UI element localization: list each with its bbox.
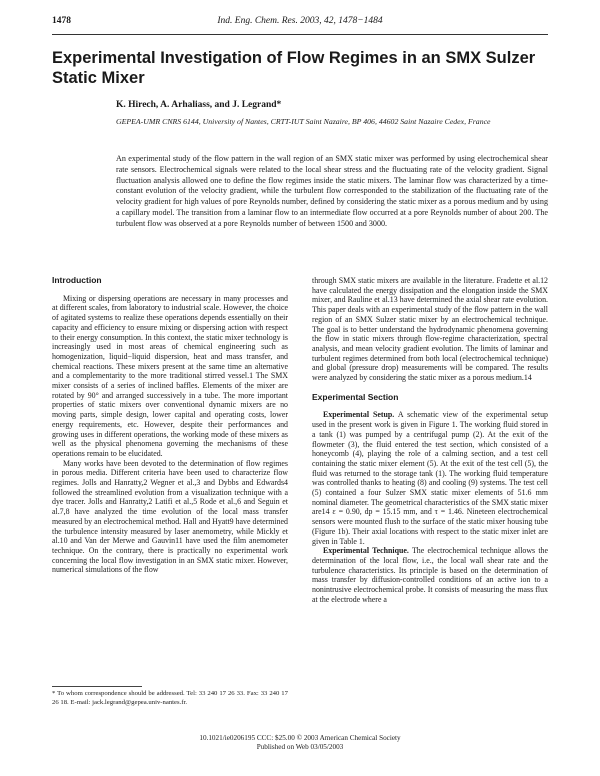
intro-paragraph-continued: through SMX static mixers are available in the literature. Fradette et al.12 have calculated the energy dissipation and the elongation inside the SMX mixer, and Rauline et al.13 have determined the axial shear rate evolution. This paper deals with an experimental study of the flow pattern in the wall region of an SMX Sulzer static mixer by an electrochemical technique. The goal is to better understand the hydrodynamic phenomena governing the flow in static mixers through flow-regime characterization, spectral analysis, and mean velocity gradient evolution. The limits of laminar and turbulent regimes determined from both local (electrochemical technique) and global (pressure drop) measurements will be compared. The results were analyzed by considering the static mixer as a porous medium.14 xyxy=(312,276,548,383)
footnote-rule xyxy=(52,686,142,687)
published-line: Published on Web 03/05/2003 xyxy=(256,743,344,751)
technique-title: Experimental Technique. xyxy=(323,546,409,556)
affiliation: GEPEA-UMR CNRS 6144, University of Nantes, CRTT-IUT Saint Nazaire, BP 406, 44602 Saint Nazaire Cedex, France xyxy=(116,117,491,126)
experimental-section-heading: Experimental Section xyxy=(312,391,399,402)
running-header xyxy=(52,16,548,32)
authors: K. Hirech, A. Arhaliass, and J. Legrand* xyxy=(116,100,282,110)
doi-line: 10.1021/ie0206195 CCC: $25.00 © 2003 American Chemical Society xyxy=(199,734,401,742)
technique-text: The electrochemical technique allows the determination of the local flow, i.e., the local wall shear rate and the turbulence characteristics. Its principle is based on the determination of mass transfer by diffusion-controlled conditions of an active ion to a nonintrusive electrochemical probe. It consists of measuring the mass flux at the electrode where a xyxy=(312,546,548,604)
page-number: 1478 xyxy=(52,16,71,26)
setup-title: Experimental Setup. xyxy=(323,410,395,420)
abstract: An experimental study of the flow pattern in the wall region of an SMX static mixer was performed by using electrochemical shear rate sensors. Electrochemical signals were related to the local shear stress and the fluctuating rate of the velocity gradient. Signal fluctuation analysis allowed one to define the flow regimes inside the static mixers. The laminar flow was characterized by a time-constant evolution of the velocity gradient, while the turbulent flow corresponded to the stabilization of the fluctuating rate of the velocity gradient for high values of pore Reynolds number, defined by considering the static mixer as a porous medium and by using a capillary model. The transition from a laminar flow to an intermediate flow occurred at a pore Reynolds number of about 200. The turbulent flow was observed at a pore Reynolds number of between 1500 and 3000. xyxy=(116,154,548,228)
intro-paragraph-1: Mixing or dispersing operations are necessary in many processes and at different scales, from laboratory to industrial scale. However, the choice of agitated systems to realize these operations depends essentially on their capacity and efficiency to ensure mixing or dispersing action with respect to their energy consumption. In this context, the static mixer technology is increasingly used in most areas of chemical engineering such as homogenization, liquid−liquid dispersion, heat and mass transfer, and chemical reactions. These mixers present at the same time an alternative and a complementarity to the more traditional stirred vessel.1 The SMX mixer consists of a series of inclined baffles. Elements of the mixer are rotated by 90° and arranged successively in a tube. The more important properties of static mixers over conventional dynamic mixers are no moving parts, simple design, lower capital and operating costs, lower energy requirements, etc. However, despite their performances and growing uses in different operations, the working mode of these mixers as well as the physical phenomena governing the mechanisms of these operations remain to be elucidated. xyxy=(52,293,288,458)
setup-paragraph xyxy=(312,410,548,546)
article-title: Experimental Investigation of Flow Regimes in an SMX Sulzer Static Mixer xyxy=(52,49,536,87)
page-footer xyxy=(0,734,600,752)
left-column xyxy=(52,276,288,575)
right-column xyxy=(312,276,548,605)
setup-text: A schematic view of the experimental setup used in the present work is given in Figure 1. The working fluid stored in a tank (1) was pumped by a centrifugal pump (2). At the exit of the flowmeter (3), the fluid entered the test section, which consisted of a honeycomb (4), playing the role of a calming section, and a test cell containing the static mixer element (5). At the exit of the test cell (5), the fluid was returned to the storage tank (1). The working fluid temperature was controlled thanks to heating (8) and cooling (9) systems. The test cell (5) contained a four Sulzer SMX static mixer elements of 51.6 mm nominal diameter. The geometrical characteristics of the SMX static mixer are14 ε = 0.90, dp = 15.15 mm, and τ = 1.46. Nineteen electrochemical sensors were mounted flush to the surface of the static mixer housing tube (Figure 1b). Their axial locations with respect to the static mixer inlet are given in Table 1. xyxy=(312,410,548,546)
technique-paragraph xyxy=(312,546,548,604)
introduction-heading: Introduction xyxy=(52,275,102,285)
intro-paragraph-2: Many works have been devoted to the determination of flow regimes in porous media. Different criteria have been used to characterize flow regimes. Jolls and Hanratty,2 Wegner et al.,3 and Dybbs and Edwards4 followed the streamlined evolution from a visualization technique with a dye tracer. Jolls and Hanratty,2 Latifi et al.,5 Rode et al.,6 and Seguin et al.7,8 have analyzed the time evolution of the local mass transfer measured by an electrochemical method. Hall and Hyatt9 have determined the turbulence intensity measured by laser anemometry, while Mickly et al.10 and Van der Merwe and Gauvin11 have used the film anemometer technique. On the contrary, there is practically no experimental work concerning the local flow investigation in an SMX static mixer. However, numerical simulations of the flow xyxy=(52,458,288,575)
header-rule xyxy=(52,34,548,35)
journal-citation: Ind. Eng. Chem. Res. 2003, 42, 1478−1484 xyxy=(217,16,383,26)
correspondence-footnote: * To whom correspondence should be addressed. Tel: 33 240 17 26 33. Fax: 33 240 17 26 18. E-mail: jack.legrand@gepea.univ-nantes.fr. xyxy=(52,690,288,706)
